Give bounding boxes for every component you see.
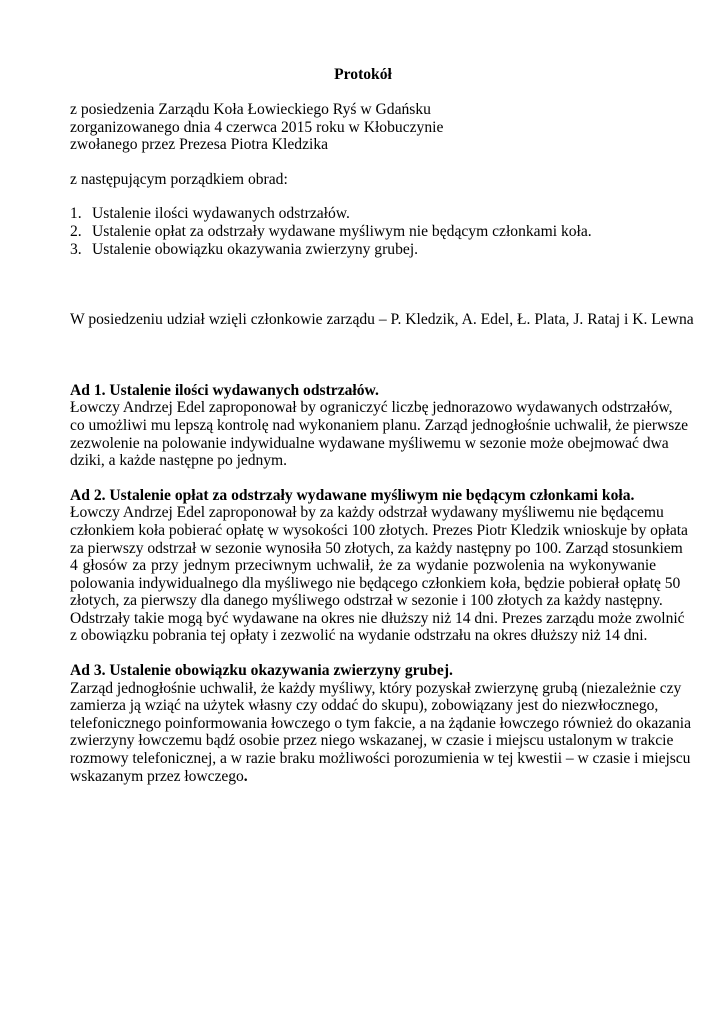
agenda-item-text: Ustalenie obowiązku okazywania zwierzyny grubej. [92,240,419,258]
paragraph-line: co umożliwi mu lepszą kontrolę nad wykonaniem planu. Zarząd jednogłośnie uchwalił, że pierwsze [70,416,688,434]
paragraph-line-text: wskazanym przez łowczego [70,767,244,785]
agenda-item-text: Ustalenie opłat za odstrzały wydawane myśliwym nie będącym członkami koła. [92,222,592,240]
agenda-item-text: Ustalenie ilości wydawanych odstrzałów. [92,205,350,223]
paragraph-line: złotych, za pierwszy dla danego myśliwego odstrzał w sezonie i 100 złotych za każdy następny. [70,592,663,610]
paragraph-line: Zarząd jednogłośnie uchwalił, że każdy myśliwy, który pozyskał zwierzynę grubą (niezależnie czy [70,679,682,697]
section-paragraph [70,399,688,470]
intro-block [70,101,656,154]
section-heading: Ad 3. Ustalenie obowiązku okazywania zwierzyny grubej. [70,662,453,680]
paragraph-line: Odstrzały takie mogą być wydawane na okres nie dłuższy niż 14 dni. Prezes zarządu może zwolnić [70,609,685,627]
document-page [70,66,694,785]
paragraph-line: rozmowy telefonicznej, a w razie braku możliwości porozumienia w tej kwestii – w czasie i miejscu [70,750,691,768]
paragraph-line: Łowczy Andrzej Edel zaproponował by ograniczyć liczbę jednorazowo wydawanych odstrzałów, [70,399,673,417]
paragraph-line: dziki, a każde następne po jednym. [70,452,287,470]
section-heading: Ad 2. Ustalenie opłat za odstrzały wydawane myśliwym nie będącym członkami koła. [70,486,635,504]
intro-line: z posiedzenia Zarządu Koła Łowieckiego Ryś w Gdańsku [70,101,431,118]
final-period: . [243,767,248,785]
agenda-item-number: 1. [70,205,82,223]
agenda-list [70,205,656,258]
section-paragraph [70,679,691,786]
paragraph-line: zezwolenie na polowanie indywidualne wydawane myśliwemu w sezonie może obejmować dwa [70,434,669,452]
paragraph-line: za pierwszy odstrzał w sezonie wynosiła 50 złotych, za każdy następny po 100. Zarząd stosunkiem [70,539,683,557]
paragraph-line: 4 głosów za przy jednym przeciwnym uchwalił, że za wydanie pozwolenia na wykonywanie [70,557,656,575]
paragraph-line: zamierza ją wziąć na użytek własny czy oddać do skupu), zobowiązany jest do niezwłocznego, [70,697,659,715]
paragraph-line: Łowczy Andrzej Edel zaproponował by za każdy odstrzał wydawany myśliwemu nie będącemu [70,504,664,522]
document-title: Protokół [334,66,392,83]
section-heading: Ad 1. Ustalenie ilości wydawanych odstrzałów. [70,381,379,399]
agenda-item [70,241,656,259]
intro-line: zorganizowanego dnia 4 czerwca 2015 roku w Kłobuczynie [70,118,444,136]
paragraph-line [70,768,656,786]
attendance-statement: W posiedzeniu udział wzięli członkowie zarządu – P. Kledzik, A. Edel, Ł. Plata, J. Rataj i K. Lewna [70,311,694,329]
intro-line: zwołanego przez Prezesa Piotra Kledzika [70,136,329,154]
section-paragraph [70,504,688,645]
agenda-item-number: 3. [70,240,82,258]
agenda-lead: z następującym porządkiem obrad: [70,170,288,188]
paragraph-line: telefonicznego poinformowania łowczego o tym fakcie, a na żądanie łowczego również do okazania [70,714,691,732]
paragraph-line: zwierzyny łowczemu bądź osobie przez niego wskazanej, w czasie i miejscu ustalonym w trakcie [70,732,674,750]
paragraph-line: członkiem koła pobierać opłatę w wysokości 100 złotych. Prezes Piotr Kledzik wnioskuje by opłata [70,521,688,539]
agenda-item [70,205,656,223]
paragraph-line: z obowiązku pobrania tej opłaty i zezwolić na wydanie odstrzału na okres dłuższy niż 14 dni. [70,627,648,645]
agenda-item-number: 2. [70,222,82,240]
paragraph-line: polowania indywidualnego dla myśliwego nie będącego członkiem koła, będzie pobierał opłatę 50 [70,574,681,592]
agenda-item [70,223,656,241]
